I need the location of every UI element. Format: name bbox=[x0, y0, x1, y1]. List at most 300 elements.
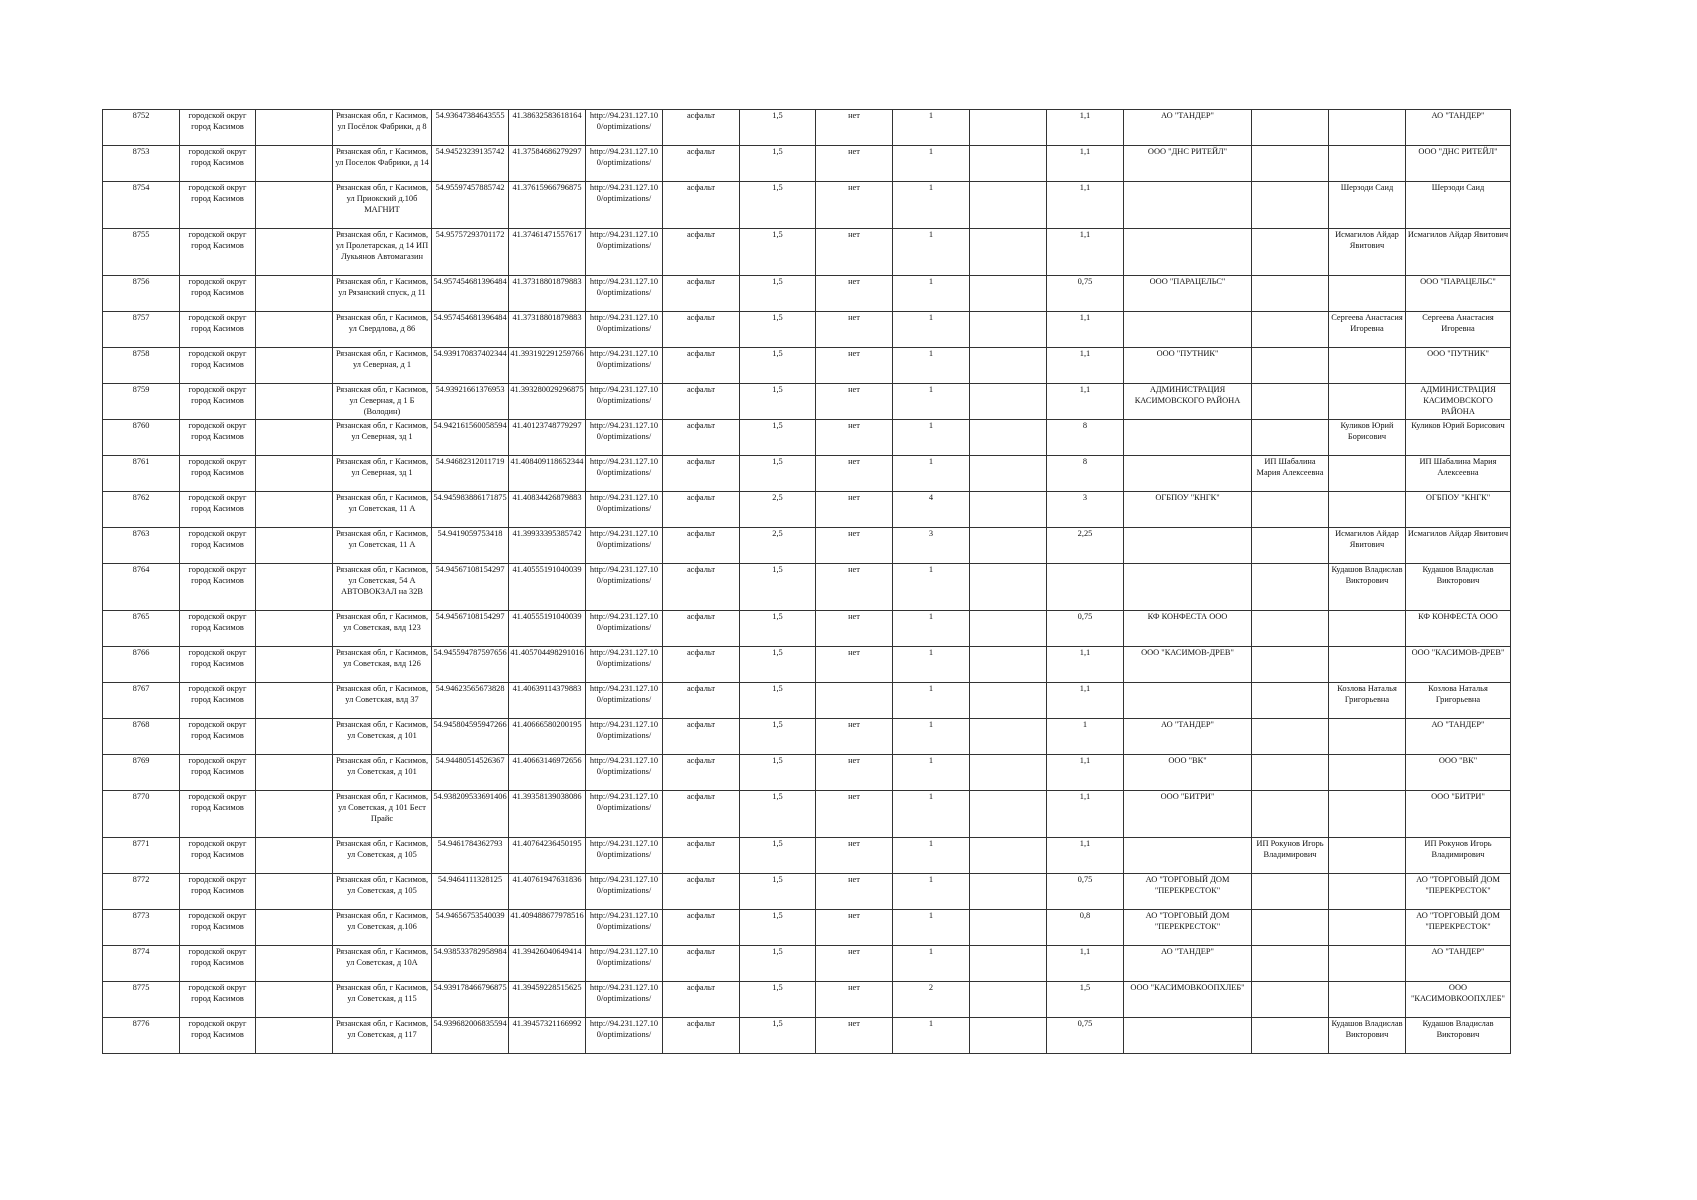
cell-empty-a bbox=[256, 312, 333, 348]
cell-url: http://94.231.127.100/optimizations/ bbox=[586, 276, 663, 312]
cell-number: 8757 bbox=[103, 312, 180, 348]
cell-cover: нет bbox=[816, 719, 893, 755]
cell-surface: асфальт bbox=[663, 982, 740, 1018]
cell-latitude: 54.945804595947266 bbox=[432, 719, 509, 755]
cell-area: 1,5 bbox=[740, 146, 816, 182]
cell-individual bbox=[1329, 456, 1406, 492]
cell-cover: нет bbox=[816, 874, 893, 910]
cell-legal-entity: АО "ТАНДЕР" bbox=[1124, 946, 1252, 982]
cell-address: Рязанская обл, г Касимов, ул Северная, зд 1 bbox=[333, 420, 432, 456]
cell-volume: 0,75 bbox=[1047, 276, 1124, 312]
cell-surface: асфальт bbox=[663, 182, 740, 229]
cell-owner: Куликов Юрий Борисович bbox=[1406, 420, 1511, 456]
table-row bbox=[103, 456, 1511, 492]
cell-empty-b bbox=[970, 791, 1047, 838]
cell-address: Рязанская обл, г Касимов, ул Советская, влд 126 bbox=[333, 647, 432, 683]
cell-number: 8756 bbox=[103, 276, 180, 312]
cell-longitude: 41.409488677978516 bbox=[509, 910, 586, 946]
cell-owner: ООО "КАСИМОВ-ДРЕВ" bbox=[1406, 647, 1511, 683]
cell-area: 1,5 bbox=[740, 910, 816, 946]
cell-container-count: 4 bbox=[893, 492, 970, 528]
cell-individual bbox=[1329, 791, 1406, 838]
cell-empty-a bbox=[256, 910, 333, 946]
cell-cover: нет bbox=[816, 564, 893, 611]
cell-empty-b bbox=[970, 719, 1047, 755]
cell-number: 8768 bbox=[103, 719, 180, 755]
cell-surface: асфальт bbox=[663, 647, 740, 683]
cell-owner: ООО "БИТРИ" bbox=[1406, 791, 1511, 838]
cell-address: Рязанская обл, г Касимов, ул Свердлова, д 86 bbox=[333, 312, 432, 348]
cell-container-count: 1 bbox=[893, 312, 970, 348]
cell-url: http://94.231.127.100/optimizations/ bbox=[586, 312, 663, 348]
cell-individual bbox=[1329, 838, 1406, 874]
cell-empty-a bbox=[256, 611, 333, 647]
cell-area: 1,5 bbox=[740, 982, 816, 1018]
table-row bbox=[103, 647, 1511, 683]
cell-cover: нет bbox=[816, 229, 893, 276]
cell-legal-entity bbox=[1124, 229, 1252, 276]
cell-address: Рязанская обл, г Касимов, ул Советская, д 101 bbox=[333, 755, 432, 791]
cell-cover: нет bbox=[816, 492, 893, 528]
cell-legal-entity bbox=[1124, 420, 1252, 456]
cell-container-count: 1 bbox=[893, 146, 970, 182]
cell-surface: асфальт bbox=[663, 564, 740, 611]
cell-volume: 1,1 bbox=[1047, 182, 1124, 229]
cell-empty-b bbox=[970, 182, 1047, 229]
cell-longitude: 41.40555191040039 bbox=[509, 564, 586, 611]
cell-empty-a bbox=[256, 384, 333, 420]
cell-longitude: 41.405704498291016 bbox=[509, 647, 586, 683]
table-row bbox=[103, 755, 1511, 791]
cell-individual bbox=[1329, 384, 1406, 420]
cell-area: 1,5 bbox=[740, 229, 816, 276]
cell-address: Рязанская обл, г Касимов, ул Северная, зд 1 bbox=[333, 456, 432, 492]
cell-district: городской округ город Касимов bbox=[180, 146, 256, 182]
cell-surface: асфальт bbox=[663, 312, 740, 348]
cell-surface: асфальт bbox=[663, 755, 740, 791]
cell-volume: 1,1 bbox=[1047, 683, 1124, 719]
cell-individual bbox=[1329, 647, 1406, 683]
cell-individual bbox=[1329, 146, 1406, 182]
cell-number: 8761 bbox=[103, 456, 180, 492]
cell-individual-entrepreneur bbox=[1252, 683, 1329, 719]
cell-individual bbox=[1329, 910, 1406, 946]
cell-longitude: 41.40834426879883 bbox=[509, 492, 586, 528]
table-row bbox=[103, 683, 1511, 719]
cell-surface: асфальт bbox=[663, 146, 740, 182]
cell-cover: нет bbox=[816, 647, 893, 683]
cell-volume: 0,75 bbox=[1047, 1018, 1124, 1054]
cell-district: городской округ город Касимов bbox=[180, 492, 256, 528]
table-body bbox=[103, 110, 1511, 1054]
cell-empty-a bbox=[256, 492, 333, 528]
cell-surface: асфальт bbox=[663, 946, 740, 982]
cell-surface: асфальт bbox=[663, 874, 740, 910]
cell-cover: нет bbox=[816, 982, 893, 1018]
cell-area: 1,5 bbox=[740, 110, 816, 146]
cell-surface: асфальт bbox=[663, 110, 740, 146]
table-row bbox=[103, 276, 1511, 312]
cell-url: http://94.231.127.100/optimizations/ bbox=[586, 683, 663, 719]
table-row bbox=[103, 791, 1511, 838]
cell-legal-entity: АО "ТОРГОВЫЙ ДОМ "ПЕРЕКРЕСТОК" bbox=[1124, 874, 1252, 910]
cell-empty-b bbox=[970, 946, 1047, 982]
cell-latitude: 54.95757293701172 bbox=[432, 229, 509, 276]
cell-empty-b bbox=[970, 420, 1047, 456]
cell-latitude: 54.93647384643555 bbox=[432, 110, 509, 146]
cell-legal-entity: КФ КОНФЕСТА ООО bbox=[1124, 611, 1252, 647]
cell-cover: нет bbox=[816, 276, 893, 312]
cell-surface: асфальт bbox=[663, 456, 740, 492]
cell-individual: Куликов Юрий Борисович bbox=[1329, 420, 1406, 456]
cell-latitude: 54.957454681396484 bbox=[432, 312, 509, 348]
cell-number: 8771 bbox=[103, 838, 180, 874]
cell-empty-b bbox=[970, 910, 1047, 946]
cell-area: 1,5 bbox=[740, 946, 816, 982]
cell-empty-a bbox=[256, 564, 333, 611]
cell-url: http://94.231.127.100/optimizations/ bbox=[586, 838, 663, 874]
cell-surface: асфальт bbox=[663, 611, 740, 647]
cell-cover: нет bbox=[816, 1018, 893, 1054]
cell-url: http://94.231.127.100/optimizations/ bbox=[586, 946, 663, 982]
cell-owner: АО "ТАНДЕР" bbox=[1406, 719, 1511, 755]
cell-longitude: 41.40764236450195 bbox=[509, 838, 586, 874]
cell-area: 1,5 bbox=[740, 1018, 816, 1054]
cell-number: 8752 bbox=[103, 110, 180, 146]
cell-container-count: 1 bbox=[893, 910, 970, 946]
cell-legal-entity bbox=[1124, 1018, 1252, 1054]
cell-latitude: 54.94682312011719 bbox=[432, 456, 509, 492]
cell-latitude: 54.9464111328125 bbox=[432, 874, 509, 910]
cell-individual bbox=[1329, 946, 1406, 982]
cell-legal-entity: ООО "БИТРИ" bbox=[1124, 791, 1252, 838]
cell-volume: 1,1 bbox=[1047, 791, 1124, 838]
cell-latitude: 54.945594787597656 bbox=[432, 647, 509, 683]
cell-individual bbox=[1329, 719, 1406, 755]
table-row bbox=[103, 982, 1511, 1018]
table-row bbox=[103, 420, 1511, 456]
cell-longitude: 41.40666580200195 bbox=[509, 719, 586, 755]
cell-cover: нет bbox=[816, 384, 893, 420]
cell-cover: нет bbox=[816, 910, 893, 946]
cell-cover: нет bbox=[816, 755, 893, 791]
cell-cover: нет bbox=[816, 838, 893, 874]
cell-number: 8775 bbox=[103, 982, 180, 1018]
cell-container-count: 1 bbox=[893, 182, 970, 229]
cell-owner: Шерзоди Саид bbox=[1406, 182, 1511, 229]
cell-empty-b bbox=[970, 564, 1047, 611]
cell-empty-b bbox=[970, 492, 1047, 528]
cell-volume: 1,1 bbox=[1047, 348, 1124, 384]
table-row bbox=[103, 229, 1511, 276]
cell-volume: 0,75 bbox=[1047, 874, 1124, 910]
cell-empty-a bbox=[256, 683, 333, 719]
cell-area: 1,5 bbox=[740, 683, 816, 719]
cell-owner: ОГБПОУ "КНГК" bbox=[1406, 492, 1511, 528]
cell-container-count: 3 bbox=[893, 528, 970, 564]
cell-area: 1,5 bbox=[740, 838, 816, 874]
cell-container-count: 1 bbox=[893, 456, 970, 492]
cell-cover: нет bbox=[816, 611, 893, 647]
cell-individual-entrepreneur: ИП Шабалина Мария Алексеевна bbox=[1252, 456, 1329, 492]
cell-individual-entrepreneur bbox=[1252, 946, 1329, 982]
cell-longitude: 41.37318801879883 bbox=[509, 312, 586, 348]
cell-longitude: 41.38632583618164 bbox=[509, 110, 586, 146]
cell-url: http://94.231.127.100/optimizations/ bbox=[586, 384, 663, 420]
cell-address: Рязанская обл, г Касимов, ул Северная, д 1 bbox=[333, 348, 432, 384]
cell-empty-b bbox=[970, 874, 1047, 910]
cell-owner: ИП Рокунов Игорь Владимирович bbox=[1406, 838, 1511, 874]
cell-empty-b bbox=[970, 276, 1047, 312]
registry-table bbox=[102, 109, 1511, 1054]
cell-district: городской округ город Касимов bbox=[180, 838, 256, 874]
cell-legal-entity: АО "ТАНДЕР" bbox=[1124, 719, 1252, 755]
cell-url: http://94.231.127.100/optimizations/ bbox=[586, 110, 663, 146]
cell-longitude: 41.39426040649414 bbox=[509, 946, 586, 982]
cell-surface: асфальт bbox=[663, 348, 740, 384]
cell-cover: нет bbox=[816, 146, 893, 182]
cell-latitude: 54.94523239135742 bbox=[432, 146, 509, 182]
cell-empty-a bbox=[256, 982, 333, 1018]
cell-individual-entrepreneur bbox=[1252, 229, 1329, 276]
cell-container-count: 1 bbox=[893, 110, 970, 146]
cell-empty-a bbox=[256, 647, 333, 683]
cell-url: http://94.231.127.100/optimizations/ bbox=[586, 420, 663, 456]
cell-address: Рязанская обл, г Касимов, ул Советская, д 105 bbox=[333, 874, 432, 910]
table-row bbox=[103, 838, 1511, 874]
cell-cover: нет bbox=[816, 946, 893, 982]
cell-area: 2,5 bbox=[740, 528, 816, 564]
cell-number: 8762 bbox=[103, 492, 180, 528]
cell-url: http://94.231.127.100/optimizations/ bbox=[586, 791, 663, 838]
cell-individual-entrepreneur bbox=[1252, 146, 1329, 182]
cell-owner: КФ КОНФЕСТА ООО bbox=[1406, 611, 1511, 647]
cell-owner: ООО "КАСИМОВКООПХЛЕБ" bbox=[1406, 982, 1511, 1018]
cell-volume: 1,5 bbox=[1047, 982, 1124, 1018]
cell-district: городской округ город Касимов bbox=[180, 276, 256, 312]
cell-individual bbox=[1329, 874, 1406, 910]
cell-legal-entity: ОГБПОУ "КНГК" bbox=[1124, 492, 1252, 528]
cell-cover: нет bbox=[816, 182, 893, 229]
cell-address: Рязанская обл, г Касимов, ул Северная, д 1 Б (Володин) bbox=[333, 384, 432, 420]
cell-longitude: 41.408409118652344 bbox=[509, 456, 586, 492]
cell-individual: Кудашов Владислав Викторович bbox=[1329, 1018, 1406, 1054]
cell-address: Рязанская обл, г Касимов, ул Советская, д.106 bbox=[333, 910, 432, 946]
cell-legal-entity bbox=[1124, 683, 1252, 719]
cell-legal-entity: АДМИНИСТРАЦИЯ КАСИМОВСКОГО РАЙОНА bbox=[1124, 384, 1252, 420]
cell-empty-a bbox=[256, 838, 333, 874]
cell-owner: ООО "ПАРАЦЕЛЬС" bbox=[1406, 276, 1511, 312]
cell-longitude: 41.39358139038086 bbox=[509, 791, 586, 838]
table-row bbox=[103, 564, 1511, 611]
cell-address: Рязанская обл, г Касимов, ул Советская, д 10А bbox=[333, 946, 432, 982]
cell-area: 1,5 bbox=[740, 755, 816, 791]
cell-empty-a bbox=[256, 420, 333, 456]
cell-volume: 0,8 bbox=[1047, 910, 1124, 946]
table-row bbox=[103, 384, 1511, 420]
cell-legal-entity: ООО "ПАРАЦЕЛЬС" bbox=[1124, 276, 1252, 312]
cell-volume: 8 bbox=[1047, 456, 1124, 492]
cell-container-count: 1 bbox=[893, 611, 970, 647]
cell-district: городской округ город Касимов bbox=[180, 348, 256, 384]
table-row bbox=[103, 1018, 1511, 1054]
cell-empty-b bbox=[970, 755, 1047, 791]
table-row bbox=[103, 312, 1511, 348]
cell-empty-b bbox=[970, 528, 1047, 564]
cell-volume: 1,1 bbox=[1047, 755, 1124, 791]
cell-area: 1,5 bbox=[740, 456, 816, 492]
cell-individual: Кудашов Владислав Викторович bbox=[1329, 564, 1406, 611]
cell-volume: 8 bbox=[1047, 420, 1124, 456]
cell-longitude: 41.40663146972656 bbox=[509, 755, 586, 791]
cell-cover: нет bbox=[816, 348, 893, 384]
cell-individual-entrepreneur bbox=[1252, 528, 1329, 564]
cell-owner: Козлова Наталья Григорьевна bbox=[1406, 683, 1511, 719]
cell-number: 8764 bbox=[103, 564, 180, 611]
cell-number: 8769 bbox=[103, 755, 180, 791]
cell-individual: Исмагилов Айдар Явитович bbox=[1329, 528, 1406, 564]
cell-individual bbox=[1329, 110, 1406, 146]
cell-district: городской округ город Касимов bbox=[180, 110, 256, 146]
cell-number: 8755 bbox=[103, 229, 180, 276]
cell-url: http://94.231.127.100/optimizations/ bbox=[586, 647, 663, 683]
cell-number: 8767 bbox=[103, 683, 180, 719]
cell-volume: 1,1 bbox=[1047, 146, 1124, 182]
cell-legal-entity bbox=[1124, 182, 1252, 229]
cell-owner: ИП Шабалина Мария Алексеевна bbox=[1406, 456, 1511, 492]
cell-individual-entrepreneur: ИП Рокунов Игорь Владимирович bbox=[1252, 838, 1329, 874]
cell-individual-entrepreneur bbox=[1252, 110, 1329, 146]
cell-volume: 1,1 bbox=[1047, 229, 1124, 276]
cell-individual: Козлова Наталья Григорьевна bbox=[1329, 683, 1406, 719]
cell-surface: асфальт bbox=[663, 420, 740, 456]
cell-owner: АО "ТОРГОВЫЙ ДОМ "ПЕРЕКРЕСТОК" bbox=[1406, 910, 1511, 946]
cell-latitude: 54.945983886171875 bbox=[432, 492, 509, 528]
cell-owner: Исмагилов Айдар Явитович bbox=[1406, 528, 1511, 564]
cell-empty-a bbox=[256, 456, 333, 492]
cell-owner: ООО "ПУТНИК" bbox=[1406, 348, 1511, 384]
cell-individual-entrepreneur bbox=[1252, 276, 1329, 312]
cell-individual-entrepreneur bbox=[1252, 182, 1329, 229]
cell-latitude: 54.94567108154297 bbox=[432, 564, 509, 611]
cell-surface: асфальт bbox=[663, 683, 740, 719]
cell-district: городской округ город Касимов bbox=[180, 719, 256, 755]
cell-surface: асфальт bbox=[663, 719, 740, 755]
cell-address: Рязанская обл, г Касимов, ул Пролетарская, д 14 ИП Лукьянов Автомагазин bbox=[333, 229, 432, 276]
cell-individual-entrepreneur bbox=[1252, 791, 1329, 838]
cell-volume: 1,1 bbox=[1047, 312, 1124, 348]
cell-individual-entrepreneur bbox=[1252, 719, 1329, 755]
cell-url: http://94.231.127.100/optimizations/ bbox=[586, 456, 663, 492]
cell-container-count: 1 bbox=[893, 755, 970, 791]
cell-empty-a bbox=[256, 110, 333, 146]
cell-volume: 1,1 bbox=[1047, 946, 1124, 982]
cell-empty-b bbox=[970, 647, 1047, 683]
cell-number: 8753 bbox=[103, 146, 180, 182]
cell-district: городской округ город Касимов bbox=[180, 182, 256, 229]
table-row bbox=[103, 492, 1511, 528]
cell-individual-entrepreneur bbox=[1252, 312, 1329, 348]
cell-empty-b bbox=[970, 110, 1047, 146]
cell-individual-entrepreneur bbox=[1252, 384, 1329, 420]
cell-legal-entity: ООО "КАСИМОВКООПХЛЕБ" bbox=[1124, 982, 1252, 1018]
cell-longitude: 41.393192291259766 bbox=[509, 348, 586, 384]
cell-address: Рязанская обл, г Касимов, ул Советская, влд 123 bbox=[333, 611, 432, 647]
table-row bbox=[103, 910, 1511, 946]
cell-district: городской округ город Касимов bbox=[180, 647, 256, 683]
cell-district: городской округ город Касимов bbox=[180, 528, 256, 564]
cell-container-count: 1 bbox=[893, 874, 970, 910]
cell-area: 1,5 bbox=[740, 719, 816, 755]
cell-owner: АО "ТАНДЕР" bbox=[1406, 110, 1511, 146]
cell-owner: Сергеева Анастасия Игоревна bbox=[1406, 312, 1511, 348]
cell-individual-entrepreneur bbox=[1252, 420, 1329, 456]
cell-surface: асфальт bbox=[663, 528, 740, 564]
cell-legal-entity bbox=[1124, 838, 1252, 874]
cell-latitude: 54.9461784362793 bbox=[432, 838, 509, 874]
cell-individual-entrepreneur bbox=[1252, 564, 1329, 611]
cell-individual-entrepreneur bbox=[1252, 611, 1329, 647]
cell-url: http://94.231.127.100/optimizations/ bbox=[586, 910, 663, 946]
cell-area: 1,5 bbox=[740, 647, 816, 683]
cell-volume: 1,1 bbox=[1047, 838, 1124, 874]
cell-district: городской округ город Касимов bbox=[180, 1018, 256, 1054]
cell-url: http://94.231.127.100/optimizations/ bbox=[586, 492, 663, 528]
cell-container-count: 1 bbox=[893, 719, 970, 755]
cell-number: 8776 bbox=[103, 1018, 180, 1054]
cell-latitude: 54.939170837402344 bbox=[432, 348, 509, 384]
cell-surface: асфальт bbox=[663, 229, 740, 276]
cell-surface: асфальт bbox=[663, 791, 740, 838]
cell-surface: асфальт bbox=[663, 384, 740, 420]
cell-district: городской округ город Касимов bbox=[180, 910, 256, 946]
cell-number: 8774 bbox=[103, 946, 180, 982]
cell-url: http://94.231.127.100/optimizations/ bbox=[586, 982, 663, 1018]
cell-volume: 0,75 bbox=[1047, 611, 1124, 647]
cell-cover: нет bbox=[816, 791, 893, 838]
cell-container-count: 1 bbox=[893, 1018, 970, 1054]
cell-surface: асфальт bbox=[663, 276, 740, 312]
cell-url: http://94.231.127.100/optimizations/ bbox=[586, 719, 663, 755]
cell-empty-b bbox=[970, 146, 1047, 182]
cell-volume bbox=[1047, 564, 1124, 611]
table-row bbox=[103, 528, 1511, 564]
cell-owner: АДМИНИСТРАЦИЯ КАСИМОВСКОГО РАЙОНА bbox=[1406, 384, 1511, 420]
cell-latitude: 54.938209533691406 bbox=[432, 791, 509, 838]
cell-owner: ООО "ВК" bbox=[1406, 755, 1511, 791]
cell-district: городской округ город Касимов bbox=[180, 420, 256, 456]
cell-legal-entity: АО "ТАНДЕР" bbox=[1124, 110, 1252, 146]
cell-district: городской округ город Касимов bbox=[180, 683, 256, 719]
cell-individual bbox=[1329, 492, 1406, 528]
cell-longitude: 41.393280029296875 bbox=[509, 384, 586, 420]
cell-number: 8765 bbox=[103, 611, 180, 647]
cell-area: 1,5 bbox=[740, 611, 816, 647]
cell-surface: асфальт bbox=[663, 492, 740, 528]
cell-legal-entity: АО "ТОРГОВЫЙ ДОМ "ПЕРЕКРЕСТОК" bbox=[1124, 910, 1252, 946]
cell-latitude: 54.957454681396484 bbox=[432, 276, 509, 312]
cell-district: городской округ город Касимов bbox=[180, 564, 256, 611]
cell-district: городской округ город Касимов bbox=[180, 384, 256, 420]
cell-owner: ООО "ДНС РИТЕЙЛ" bbox=[1406, 146, 1511, 182]
cell-address: Рязанская обл, г Касимов, ул Советская, д 105 bbox=[333, 838, 432, 874]
cell-owner: Кудашов Владислав Викторович bbox=[1406, 1018, 1511, 1054]
cell-cover bbox=[816, 683, 893, 719]
cell-empty-b bbox=[970, 229, 1047, 276]
cell-number: 8773 bbox=[103, 910, 180, 946]
cell-address: Рязанская обл, г Касимов, ул Рязанский спуск, д 11 bbox=[333, 276, 432, 312]
cell-container-count: 2 bbox=[893, 982, 970, 1018]
